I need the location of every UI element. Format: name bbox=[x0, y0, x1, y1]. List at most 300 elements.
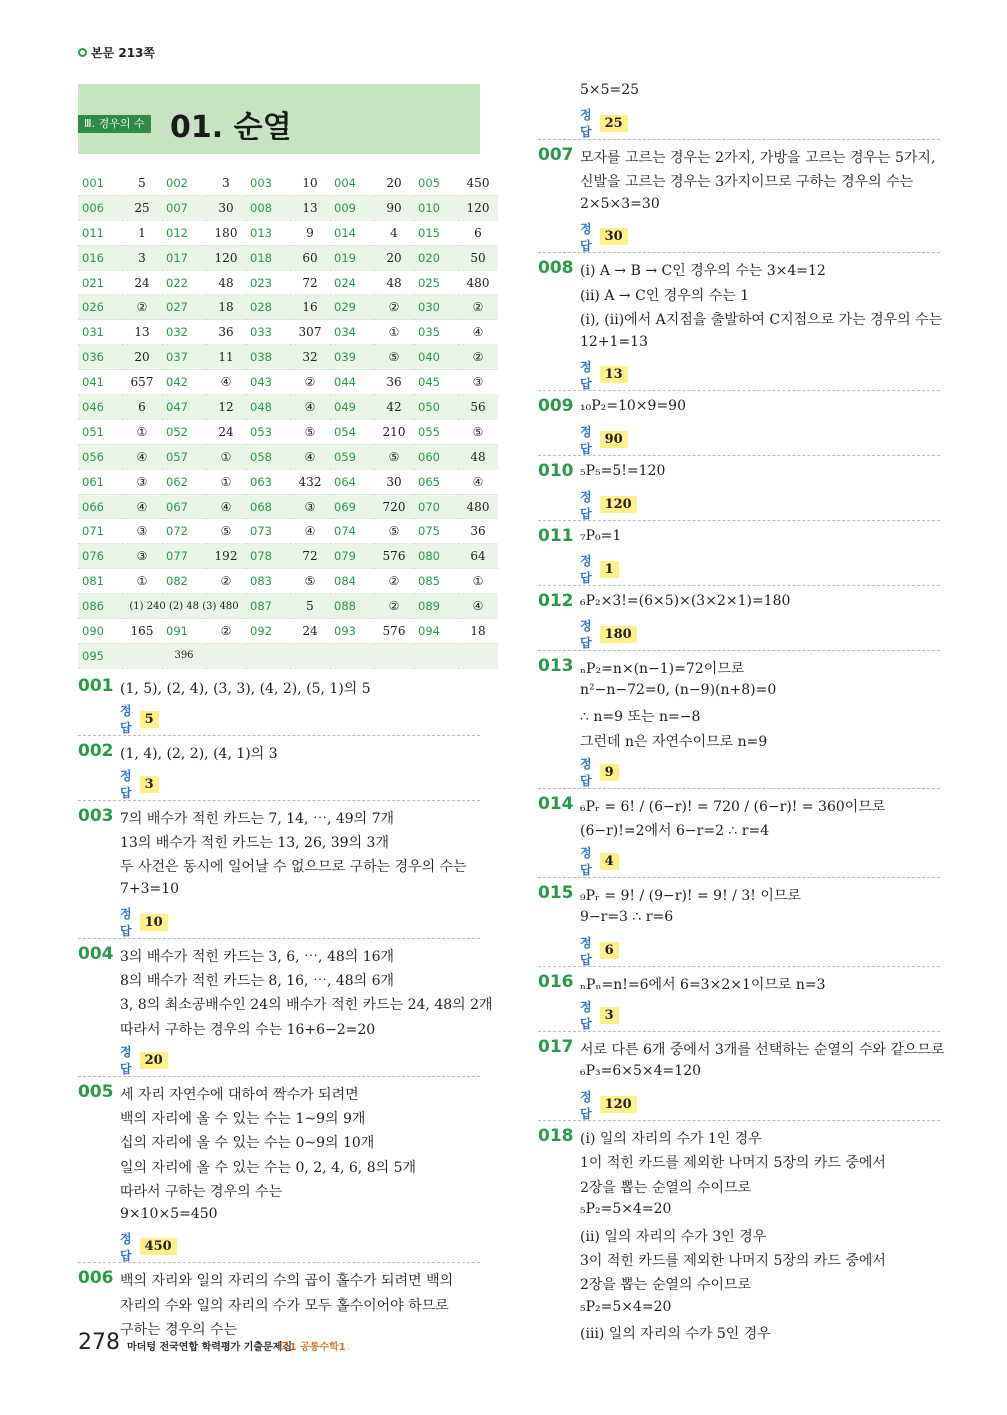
problem-number: 088 bbox=[330, 594, 374, 619]
answer-value: 16 bbox=[290, 295, 330, 320]
separator bbox=[538, 1120, 940, 1121]
answer-highlight: 10 bbox=[140, 914, 168, 931]
answer-row bbox=[78, 270, 498, 295]
problem-number: 049 bbox=[330, 395, 374, 420]
answer-box bbox=[580, 358, 628, 392]
solution-line: 두 사건은 동시에 일어날 수 없으므로 구하는 경우의 수는 bbox=[120, 859, 467, 876]
problem-number: 018 bbox=[246, 245, 290, 270]
separator bbox=[78, 938, 480, 939]
problem-number: 028 bbox=[246, 295, 290, 320]
answer-row bbox=[78, 569, 498, 594]
answer-row bbox=[78, 295, 498, 320]
problem-number: 083 bbox=[246, 569, 290, 594]
answer-box bbox=[120, 1230, 177, 1264]
solution-line: 3의 배수가 적힌 카드는 3, 6, ⋯, 48의 16개 bbox=[120, 948, 395, 965]
answer-value bbox=[374, 643, 414, 668]
answer-row bbox=[78, 320, 498, 345]
answer-value: 120 bbox=[458, 195, 498, 220]
separator bbox=[78, 1076, 480, 1077]
answer-row bbox=[78, 619, 498, 644]
problem-number: 075 bbox=[414, 519, 458, 544]
problem-number: 069 bbox=[330, 494, 374, 519]
solution-line: 따라서 구하는 경우의 수는 bbox=[120, 1184, 283, 1201]
solution-number: 015 bbox=[538, 882, 574, 903]
solution-line: ₆Pᵣ = 6! / (6−r)! = 720 / (6−r)! = 360이므로 bbox=[580, 798, 886, 815]
solution-number: 010 bbox=[538, 461, 574, 482]
problem-number: 001 bbox=[78, 171, 122, 195]
problem-number: 027 bbox=[162, 295, 206, 320]
page-reference bbox=[78, 44, 155, 61]
answer-value: 64 bbox=[458, 544, 498, 569]
problem-number: 060 bbox=[414, 444, 458, 469]
answer-value: 20 bbox=[374, 245, 414, 270]
answer-value: ③ bbox=[122, 469, 162, 494]
solution-line: 백의 자리와 일의 자리의 수의 곱이 홀수가 되려면 백의 bbox=[120, 1273, 454, 1290]
solution-number: 005 bbox=[78, 1081, 114, 1102]
solution-line: (ⅲ) 일의 자리의 수가 5인 경우 bbox=[580, 1326, 771, 1343]
answer-value: 5 bbox=[290, 594, 330, 619]
answer-value: 3 bbox=[122, 245, 162, 270]
problem-number: 038 bbox=[246, 345, 290, 370]
solution-line: 2×5×3=30 bbox=[580, 195, 660, 212]
answer-value bbox=[458, 643, 498, 668]
problem-number: 078 bbox=[246, 544, 290, 569]
answer-value: 6 bbox=[458, 220, 498, 245]
problem-number: 011 bbox=[78, 220, 122, 245]
problem-number: 095 bbox=[78, 643, 122, 668]
answer-row bbox=[78, 519, 498, 544]
answer-value bbox=[290, 643, 330, 668]
answer-value: ④ bbox=[206, 494, 246, 519]
answer-value: 48 bbox=[374, 270, 414, 295]
answer-row bbox=[78, 245, 498, 270]
answer-row bbox=[78, 544, 498, 569]
answer-value: 4 bbox=[374, 220, 414, 245]
solution-line: 구하는 경우의 수는 bbox=[120, 1322, 238, 1339]
solution-line: 서로 다른 6개 중에서 3개를 선택하는 순열의 수와 같으므로 bbox=[580, 1041, 945, 1058]
problem-number: 030 bbox=[414, 295, 458, 320]
answer-value: ④ bbox=[206, 370, 246, 395]
answer-box bbox=[580, 220, 628, 254]
answer-value: 576 bbox=[374, 544, 414, 569]
answer-value: ② bbox=[458, 295, 498, 320]
solution-line: 7의 배수가 적힌 카드는 7, 14, ⋯, 49의 7개 bbox=[120, 810, 395, 827]
answer-value: 480 bbox=[458, 494, 498, 519]
chapter-tag: Ⅲ. 경우의 수 bbox=[78, 115, 151, 133]
solution-number: 003 bbox=[78, 805, 114, 826]
solution-line: (1, 5), (2, 4), (3, 3), (4, 2), (5, 1)의 5 bbox=[120, 681, 371, 697]
separator bbox=[538, 1031, 940, 1032]
answer-value: 480 bbox=[458, 270, 498, 295]
answer-value: ③ bbox=[122, 519, 162, 544]
problem-number: 076 bbox=[78, 544, 122, 569]
answer-highlight: 450 bbox=[140, 1238, 177, 1255]
separator bbox=[538, 455, 940, 456]
answer-value: 10 bbox=[290, 171, 330, 195]
solution-number: 013 bbox=[538, 655, 574, 676]
answer-value: ④ bbox=[458, 469, 498, 494]
problem-number: 002 bbox=[162, 171, 206, 195]
problem-number: 032 bbox=[162, 320, 206, 345]
answer-row bbox=[78, 469, 498, 494]
answer-value: 20 bbox=[122, 345, 162, 370]
solution-line: 8의 배수가 적힌 카드는 8, 16, ⋯, 48의 6개 bbox=[120, 972, 395, 989]
answer-value: 576 bbox=[374, 619, 414, 644]
solution-line: 5×5=25 bbox=[580, 82, 640, 98]
solution-line: 2장을 뽑는 순열의 수이므로 bbox=[580, 1179, 752, 1196]
problem-number: 009 bbox=[330, 195, 374, 220]
problem-number: 063 bbox=[246, 469, 290, 494]
answer-value: ① bbox=[206, 444, 246, 469]
answer-value: 50 bbox=[458, 245, 498, 270]
separator bbox=[538, 252, 940, 253]
problem-number: 003 bbox=[246, 171, 290, 195]
separator bbox=[538, 966, 940, 967]
answer-value: 1 bbox=[122, 220, 162, 245]
problem-number bbox=[246, 643, 290, 668]
answer-highlight: 3 bbox=[140, 776, 159, 793]
answer-label: 정답 bbox=[580, 1000, 592, 1032]
problem-number: 025 bbox=[414, 270, 458, 295]
answer-value: 24 bbox=[290, 619, 330, 644]
answer-box bbox=[580, 844, 619, 878]
answer-row bbox=[78, 370, 498, 395]
problem-number bbox=[330, 643, 374, 668]
problem-number: 053 bbox=[246, 419, 290, 444]
problem-number: 086 bbox=[78, 594, 122, 619]
answer-value: 5 bbox=[122, 171, 162, 195]
solution-line: 7+3=10 bbox=[120, 880, 180, 897]
problem-number: 051 bbox=[78, 419, 122, 444]
answer-label: 정답 bbox=[120, 907, 132, 939]
separator bbox=[538, 877, 940, 878]
problem-number: 085 bbox=[414, 569, 458, 594]
problem-number: 067 bbox=[162, 494, 206, 519]
answer-value: 30 bbox=[374, 469, 414, 494]
answer-label: 정답 bbox=[580, 221, 592, 253]
answer-value: 36 bbox=[206, 320, 246, 345]
problem-number: 090 bbox=[78, 619, 122, 644]
answer-value: ⑤ bbox=[206, 519, 246, 544]
solution-number: 017 bbox=[538, 1036, 574, 1057]
problem-number: 077 bbox=[162, 544, 206, 569]
answer-highlight: 25 bbox=[600, 115, 628, 132]
answer-value: ③ bbox=[290, 494, 330, 519]
problem-number: 057 bbox=[162, 444, 206, 469]
solution-number: 001 bbox=[78, 676, 114, 696]
solution-line: n²−n−72=0, (n−9)(n+8)=0 bbox=[580, 681, 777, 698]
solution-line: 일의 자리에 올 수 있는 수는 0, 2, 4, 6, 8의 5개 bbox=[120, 1159, 417, 1176]
answer-value: ② bbox=[374, 569, 414, 594]
answer-value: ④ bbox=[290, 444, 330, 469]
answer-value: 48 bbox=[458, 444, 498, 469]
answer-value: ⑤ bbox=[290, 569, 330, 594]
solution-line: 13의 배수가 적힌 카드는 13, 26, 39의 3개 bbox=[120, 834, 389, 851]
answer-value: ③ bbox=[122, 544, 162, 569]
answer-value: 450 bbox=[458, 171, 498, 195]
solution-number: 002 bbox=[78, 740, 114, 761]
answer-row bbox=[78, 395, 498, 420]
answer-value: 165 bbox=[122, 619, 162, 644]
solution-line: 3, 8의 최소공배수인 24의 배수가 적힌 카드는 24, 48의 2개 bbox=[120, 997, 493, 1014]
answer-box bbox=[580, 1088, 637, 1122]
solution-line: ₆P₃=6×5×4=120 bbox=[580, 1063, 702, 1080]
answer-label: 정답 bbox=[120, 1045, 132, 1077]
answer-box bbox=[120, 905, 168, 939]
problem-number: 041 bbox=[78, 370, 122, 395]
problem-number: 094 bbox=[414, 619, 458, 644]
problem-number: 034 bbox=[330, 320, 374, 345]
answer-row bbox=[78, 494, 498, 519]
answer-highlight: 9 bbox=[600, 764, 619, 781]
problem-number: 091 bbox=[162, 619, 206, 644]
solution-line: ∴ n=9 또는 n=−8 bbox=[580, 709, 701, 726]
solution-number: 004 bbox=[78, 943, 114, 964]
problem-number: 042 bbox=[162, 370, 206, 395]
answer-label: 정답 bbox=[120, 1231, 132, 1263]
answer-value: ④ bbox=[122, 444, 162, 469]
answer-value: ② bbox=[458, 345, 498, 370]
answer-row bbox=[78, 444, 498, 469]
solution-line: ₅P₂=5×4=20 bbox=[580, 1201, 672, 1218]
answer-value: 432 bbox=[290, 469, 330, 494]
answer-table bbox=[78, 171, 498, 669]
answer-box bbox=[580, 998, 619, 1032]
problem-number bbox=[414, 643, 458, 668]
solution-line: (ⅱ) 일의 자리의 수가 3인 경우 bbox=[580, 1228, 767, 1245]
answer-value: 6 bbox=[122, 395, 162, 420]
problem-number: 044 bbox=[330, 370, 374, 395]
problem-number: 024 bbox=[330, 270, 374, 295]
problem-number: 089 bbox=[414, 594, 458, 619]
problem-number: 058 bbox=[246, 444, 290, 469]
answer-value: 180 bbox=[206, 220, 246, 245]
answer-highlight: 90 bbox=[600, 431, 628, 448]
solution-line: 신발을 고르는 경우는 3가지이므로 구하는 경우의 수는 bbox=[580, 174, 914, 191]
solution-line: 그런데 n은 자연수이므로 n=9 bbox=[580, 733, 768, 750]
solution-line: 십의 자리에 올 수 있는 수는 0~9의 10개 bbox=[120, 1135, 375, 1152]
problem-number: 020 bbox=[414, 245, 458, 270]
answer-value: 56 bbox=[458, 395, 498, 420]
answer-value: ② bbox=[206, 569, 246, 594]
problem-number: 039 bbox=[330, 345, 374, 370]
answer-value: 720 bbox=[374, 494, 414, 519]
problem-number: 040 bbox=[414, 345, 458, 370]
answer-row bbox=[78, 419, 498, 444]
separator bbox=[78, 800, 480, 801]
answer-value: ④ bbox=[122, 494, 162, 519]
answer-value: 18 bbox=[458, 619, 498, 644]
problem-number: 066 bbox=[78, 494, 122, 519]
answer-value: 24 bbox=[122, 270, 162, 295]
solution-line: 백의 자리에 올 수 있는 수는 1~9의 9개 bbox=[120, 1110, 366, 1127]
problem-number: 093 bbox=[330, 619, 374, 644]
answer-value: ② bbox=[206, 619, 246, 644]
problem-number: 013 bbox=[246, 220, 290, 245]
problem-number: 062 bbox=[162, 469, 206, 494]
solution-number: 007 bbox=[538, 144, 574, 165]
answer-row bbox=[78, 345, 498, 370]
answer-value: ② bbox=[122, 295, 162, 320]
answer-value: 12 bbox=[206, 395, 246, 420]
solution-number: 016 bbox=[538, 972, 574, 992]
problem-number: 059 bbox=[330, 444, 374, 469]
problem-number: 050 bbox=[414, 395, 458, 420]
answer-value: 396 bbox=[122, 643, 246, 668]
answer-value: ① bbox=[122, 569, 162, 594]
solution-line: ₉Pᵣ = 9! / (9−r)! = 9! / 3! 이므로 bbox=[580, 887, 801, 904]
problem-number: 071 bbox=[78, 519, 122, 544]
problem-number: 074 bbox=[330, 519, 374, 544]
answer-value: ① bbox=[122, 419, 162, 444]
answer-box bbox=[580, 488, 637, 522]
solution-line: ₙPₙ=n!=6에서 6=3×2×1이므로 n=3 bbox=[580, 977, 826, 993]
book-title: 마더텅 전국연합 학력평가 기출문제집 bbox=[127, 1342, 293, 1353]
answer-highlight: 3 bbox=[600, 1007, 619, 1024]
answer-row bbox=[78, 594, 498, 619]
solution-line: ₙP₂=n×(n−1)=72이므로 bbox=[580, 660, 745, 677]
separator bbox=[538, 585, 940, 586]
answer-value: 60 bbox=[290, 245, 330, 270]
answer-label: 정답 bbox=[580, 489, 592, 521]
answer-value: 657 bbox=[122, 370, 162, 395]
solution-number: 012 bbox=[538, 590, 574, 611]
reference-text: 본문 213쪽 bbox=[91, 46, 156, 60]
answer-value: 36 bbox=[458, 519, 498, 544]
page-number: 278 bbox=[78, 1330, 120, 1355]
problem-number: 023 bbox=[246, 270, 290, 295]
answer-highlight: 180 bbox=[600, 626, 637, 643]
separator bbox=[538, 139, 940, 140]
answer-value: 24 bbox=[206, 419, 246, 444]
problem-number: 084 bbox=[330, 569, 374, 594]
answer-highlight: 120 bbox=[600, 496, 637, 513]
solution-line: (ⅰ), (ⅱ)에서 A지점을 출발하여 C지점으로 가는 경우의 수는 bbox=[580, 312, 943, 329]
answer-label: 정답 bbox=[580, 424, 592, 456]
answer-label: 정답 bbox=[580, 554, 592, 586]
problem-number: 008 bbox=[246, 195, 290, 220]
answer-box bbox=[580, 755, 619, 789]
problem-number: 006 bbox=[78, 195, 122, 220]
solution-line: (ⅰ) A → B → C인 경우의 수는 3×4=12 bbox=[580, 263, 826, 280]
solution-line: 세 자리 자연수에 대하여 짝수가 되려면 bbox=[120, 1086, 359, 1103]
problem-number: 070 bbox=[414, 494, 458, 519]
problem-number: 064 bbox=[330, 469, 374, 494]
answer-value: 90 bbox=[374, 195, 414, 220]
answer-value: 36 bbox=[374, 370, 414, 395]
solution-line: 따라서 구하는 경우의 수는 16+6−2=20 bbox=[120, 1021, 376, 1038]
answer-value: 72 bbox=[290, 270, 330, 295]
problem-number: 019 bbox=[330, 245, 374, 270]
circle-icon bbox=[78, 48, 87, 57]
solution-number: 018 bbox=[538, 1126, 574, 1146]
answer-label: 정답 bbox=[120, 704, 132, 736]
solution-line: ₅P₂=5×4=20 bbox=[580, 1298, 672, 1315]
problem-number: 065 bbox=[414, 469, 458, 494]
answer-highlight: 5 bbox=[140, 711, 159, 728]
answer-value: 13 bbox=[122, 320, 162, 345]
answer-value: ③ bbox=[458, 370, 498, 395]
answer-value: ⑤ bbox=[374, 519, 414, 544]
answer-value: 20 bbox=[374, 171, 414, 195]
answer-value: 42 bbox=[374, 395, 414, 420]
answer-label: 정답 bbox=[580, 1089, 592, 1121]
separator bbox=[538, 390, 940, 391]
problem-number: 037 bbox=[162, 345, 206, 370]
answer-value: 25 bbox=[122, 195, 162, 220]
answer-box bbox=[120, 1043, 168, 1077]
solution-number: 008 bbox=[538, 258, 574, 279]
problem-number: 045 bbox=[414, 370, 458, 395]
answer-box bbox=[580, 106, 628, 140]
solution-line: ₆P₂×3!=(6×5)×(3×2×1)=180 bbox=[580, 592, 791, 609]
problem-number: 081 bbox=[78, 569, 122, 594]
separator bbox=[538, 650, 940, 651]
problem-number: 004 bbox=[330, 171, 374, 195]
solution-line: 3이 적힌 카드를 제외한 나머지 5장의 카드 중에서 bbox=[580, 1253, 886, 1269]
problem-number: 021 bbox=[78, 270, 122, 295]
answer-row bbox=[78, 220, 498, 245]
problem-number: 012 bbox=[162, 220, 206, 245]
answer-label: 정답 bbox=[580, 757, 592, 789]
answer-box bbox=[580, 617, 637, 651]
solution-line: 1이 적힌 카드를 제외한 나머지 5장의 카드 중에서 bbox=[580, 1155, 886, 1172]
answer-highlight: 20 bbox=[140, 1052, 168, 1069]
answer-value: ② bbox=[290, 370, 330, 395]
problem-number: 061 bbox=[78, 469, 122, 494]
answer-label: 정답 bbox=[580, 935, 592, 967]
answer-value: 48 bbox=[206, 270, 246, 295]
problem-number: 072 bbox=[162, 519, 206, 544]
solution-line: 자리의 수와 일의 자리의 수가 모두 홀수이어야 하므로 bbox=[120, 1297, 449, 1314]
solution-line: 2장을 뽑는 순열의 수이므로 bbox=[580, 1277, 752, 1294]
problem-number: 080 bbox=[414, 544, 458, 569]
problem-number: 017 bbox=[162, 245, 206, 270]
problem-number: 047 bbox=[162, 395, 206, 420]
answer-value: ⑤ bbox=[458, 419, 498, 444]
answer-box bbox=[120, 702, 159, 736]
answer-row bbox=[78, 643, 498, 668]
problem-number: 079 bbox=[330, 544, 374, 569]
answer-box bbox=[580, 934, 619, 968]
problem-number: 010 bbox=[414, 195, 458, 220]
answer-value: ① bbox=[458, 569, 498, 594]
answer-value: ① bbox=[206, 469, 246, 494]
problem-number: 016 bbox=[78, 245, 122, 270]
answer-highlight: 1 bbox=[600, 561, 619, 578]
problem-number: 033 bbox=[246, 320, 290, 345]
chapter-title: 01. 순열 bbox=[170, 110, 292, 145]
solution-line: ₁₀P₂=10×9=90 bbox=[580, 398, 686, 415]
answer-value: (1) 240 (2) 48 (3) 480 bbox=[122, 594, 246, 619]
solution-number: 011 bbox=[538, 526, 574, 546]
answer-row bbox=[78, 171, 498, 195]
problem-number: 056 bbox=[78, 444, 122, 469]
solution-line: ₇P₀=1 bbox=[580, 528, 622, 544]
answer-value: ⑤ bbox=[374, 444, 414, 469]
answer-highlight: 6 bbox=[600, 942, 619, 959]
answer-highlight: 4 bbox=[600, 853, 619, 870]
solution-line: (ⅰ) 일의 자리의 수가 1인 경우 bbox=[580, 1131, 762, 1147]
problem-number: 092 bbox=[246, 619, 290, 644]
answer-value: ⑤ bbox=[374, 345, 414, 370]
problem-number: 043 bbox=[246, 370, 290, 395]
answer-label: 정답 bbox=[580, 619, 592, 651]
answer-value: ④ bbox=[290, 395, 330, 420]
answer-label: 정답 bbox=[580, 359, 592, 391]
answer-value: 11 bbox=[206, 345, 246, 370]
problem-number: 029 bbox=[330, 295, 374, 320]
